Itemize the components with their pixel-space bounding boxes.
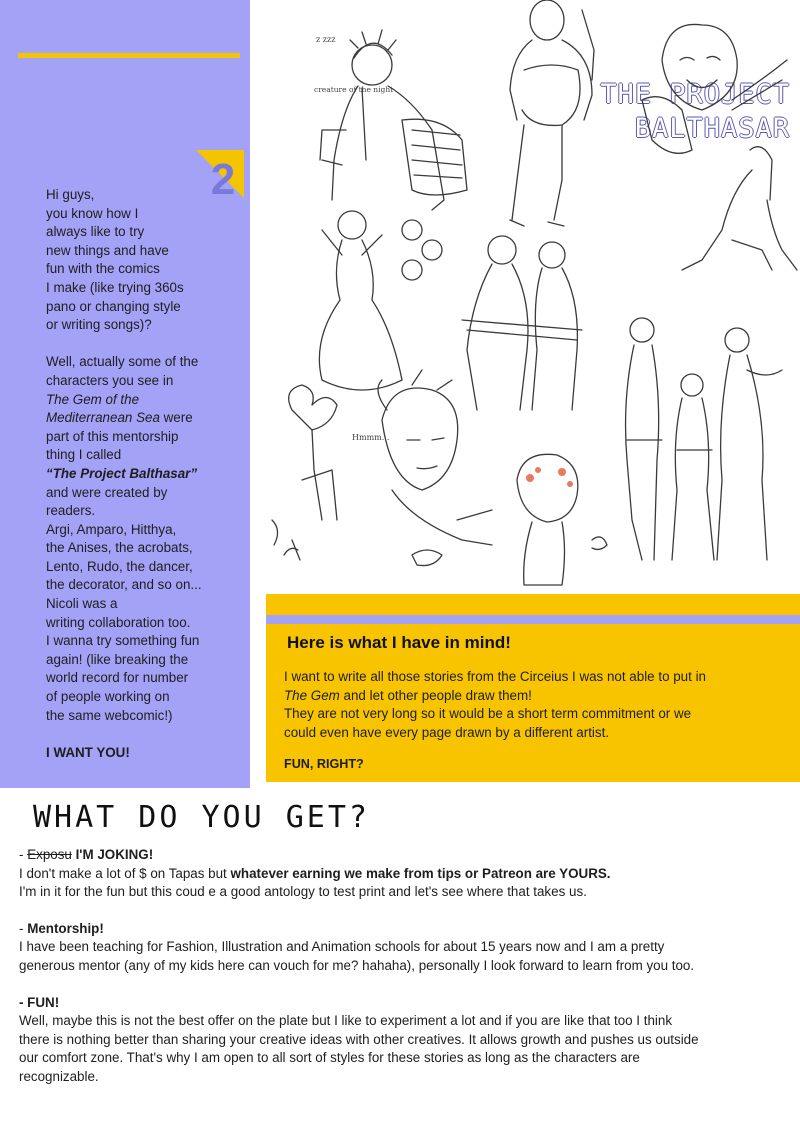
sketch-annotation: Hmmm...: [352, 433, 390, 442]
section-heading: WHAT DO YOU GET?: [33, 800, 370, 835]
idea-box-body: [284, 668, 790, 742]
sketch-annotation-z: [316, 35, 335, 44]
intro-text: [46, 186, 236, 762]
intro-line: new things and have: [46, 242, 169, 258]
intro-line: Nicoli was a: [46, 596, 118, 612]
intro-line: again! (like breaking the: [46, 651, 189, 667]
badge-number: 2: [210, 155, 236, 198]
intro-line: part of this mentorship: [46, 428, 179, 444]
intro-line: were: [163, 410, 193, 426]
intro-line: or writing songs)?: [46, 317, 152, 333]
project-name: “The Project Balthasar”: [46, 465, 198, 481]
intro-line: the Anises, the acrobats,: [46, 540, 193, 556]
benefits-list: [19, 846, 789, 1087]
title-line-1: THE PROJECT: [600, 79, 790, 110]
svg-text:z zzz: z zzz: [316, 35, 336, 44]
comic-short-title: The Gem: [284, 687, 340, 703]
intro-line: the decorator, and so on...: [46, 577, 202, 593]
sketch-figure: [642, 24, 787, 153]
comic-title-line: The Gem of the: [46, 391, 140, 407]
sketch-figure: [319, 211, 442, 390]
benefit-text: recognizable.: [19, 1068, 99, 1084]
sketch-figure: [272, 385, 337, 560]
intro-line: I wanna try something fun: [46, 633, 200, 649]
sketch-figure: [682, 147, 797, 270]
intro-line: writing collaboration too.: [46, 614, 191, 630]
call-to-action: I WANT YOU!: [46, 744, 130, 760]
intro-line: Hi guys,: [46, 187, 95, 202]
sketch-annotation: creature of the night: [314, 85, 394, 94]
comic-title-line: Mediterranean Sea: [46, 410, 160, 426]
benefit-text: I have been teaching for Fashion, Illustration and Animation schools for about 15 years now and I am a pretty: [19, 939, 665, 955]
benefit-label: Mentorship!: [27, 920, 104, 936]
intro-line: fun with the comics: [46, 261, 160, 277]
idea-box-line: and let other people draw them!: [339, 687, 532, 703]
strikethrough-text: Exposu: [27, 847, 72, 862]
character-sketches-image: [262, 0, 800, 590]
intro-line: Lento, Rudo, the dancer,: [46, 558, 193, 574]
idea-box-stripe: [266, 615, 800, 624]
benefit-text: I don't make a lot of $ on Tapas but: [19, 865, 231, 881]
intro-line: readers.: [46, 503, 96, 519]
intro-line: thing I called: [46, 447, 122, 463]
idea-box-line: could even have every page drawn by a different artist.: [284, 724, 610, 740]
sketch-figure: [626, 318, 782, 560]
intro-line: world record for number: [46, 670, 189, 686]
intro-line: Well, actually some of the: [46, 354, 199, 370]
benefit-highlight: whatever earning we make from tips or Patreon are YOURS.: [230, 865, 611, 881]
benefit-label: - FUN!: [19, 994, 60, 1010]
benefit-text: there is nothing better than sharing your creative ideas with other creatives. It allows growth and pushes us outside: [19, 1031, 699, 1047]
intro-line: always like to try: [46, 224, 145, 240]
benefit-text: Well, maybe this is not the best offer on the plate but I like to experiment a lot and if you are like that too I think: [19, 1013, 673, 1029]
benefit-text: I'm in it for the fun but this coud e a good antology to test print and let's see where that takes us.: [19, 884, 587, 900]
sidebar-accent-bar: [18, 53, 240, 58]
list-dash: -: [19, 847, 28, 862]
idea-box-heading: Here is what I have in mind!: [287, 633, 511, 652]
intro-line: Argi, Amparo, Hitthya,: [46, 521, 177, 537]
benefit-text: generous mentor (any of my kids here can vouch for me? hahaha), personally I look forward to learn from you too.: [19, 957, 695, 973]
idea-box-line: They are not very long so it would be a short term commitment or we: [284, 706, 692, 722]
sketch-figure: [510, 0, 594, 226]
intro-line: the same webcomic!): [46, 707, 173, 723]
benefit-text: our comfort zone. That's why I am open to all sort of styles for these stories as long as the characters are: [19, 1050, 640, 1066]
intro-line: and were created by: [46, 484, 168, 500]
idea-box-line: I want to write all those stories from the Circeius I was not able to put in: [284, 669, 706, 684]
intro-line: characters you see in: [46, 372, 174, 388]
intro-line: of people working on: [46, 689, 170, 705]
title-line-2: BALTHASAR: [634, 113, 790, 144]
sketch-figure: [462, 236, 582, 410]
benefit-label: I'M JOKING!: [71, 847, 154, 862]
list-dash: -: [19, 920, 28, 936]
sketch-figure: [352, 370, 492, 566]
intro-line: I make (like trying 360s: [46, 279, 184, 295]
idea-box-tagline: FUN, RIGHT?: [284, 757, 364, 771]
intro-line: you know how I: [46, 205, 139, 221]
intro-line: pano or changing style: [46, 298, 181, 314]
sketch-figure: [517, 454, 607, 585]
sketch-figure: [320, 30, 467, 210]
